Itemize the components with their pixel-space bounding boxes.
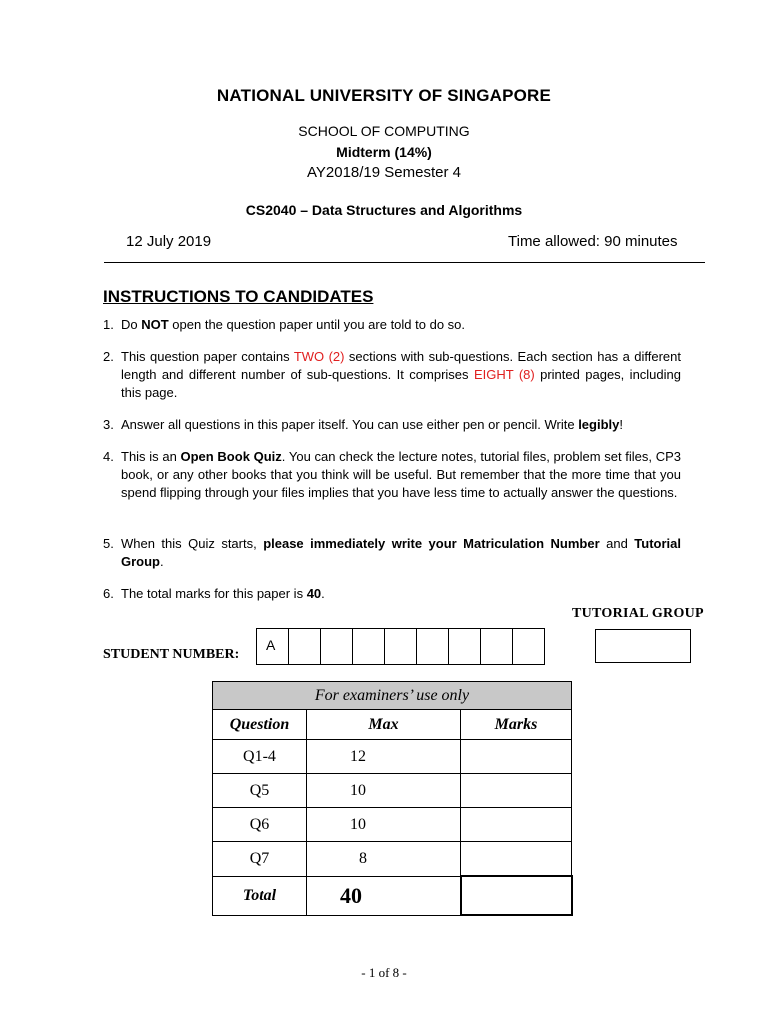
student-number-cell[interactable]: [352, 628, 385, 665]
item-number: 2.: [103, 349, 114, 364]
column-header-max: Max: [307, 710, 461, 740]
tutorial-group-field[interactable]: [595, 629, 691, 663]
table-row: [213, 808, 572, 842]
instruction-item-4: [103, 448, 681, 502]
student-number-cell[interactable]: [480, 628, 513, 665]
exam-title: Midterm (14%): [336, 144, 432, 160]
student-number-cell[interactable]: [320, 628, 353, 665]
text: Answer all questions in this paper itself. You can use either pen or pencil. Write: [121, 417, 579, 432]
student-number-cell: [256, 628, 289, 665]
item-number: 1.: [103, 317, 114, 332]
marks-cell[interactable]: [461, 740, 572, 774]
highlight-text: EIGHT (8): [473, 367, 535, 382]
instruction-item-5: [103, 535, 681, 571]
column-header-question: Question: [213, 710, 307, 740]
tutorial-group-label: TUTORIAL GROUP: [572, 606, 704, 621]
examiners-table: [212, 681, 573, 916]
max-cell: 10: [307, 774, 461, 808]
marks-cell[interactable]: [461, 842, 572, 877]
table-row: [213, 740, 572, 774]
student-number-cell[interactable]: [288, 628, 321, 665]
instruction-item-6: [103, 585, 681, 603]
question-cell: Q6: [213, 808, 307, 842]
instruction-item-3: [103, 416, 681, 434]
total-label: Total: [213, 876, 307, 915]
total-marks-cell[interactable]: [461, 876, 572, 915]
marks-cell[interactable]: [461, 808, 572, 842]
text: .: [321, 586, 325, 601]
university-name: NATIONAL UNIVERSITY OF SINGAPORE: [216, 86, 552, 105]
text: sections with sub-questions. Each section has a different length and different number of sub-questions. It comprises: [121, 349, 681, 382]
text: This question paper contains: [121, 349, 294, 364]
student-number-field: [257, 628, 545, 665]
student-number-cell[interactable]: [416, 628, 449, 665]
student-number-prefix: A: [266, 637, 276, 653]
emphasis: NOT: [141, 317, 169, 332]
student-number-label: STUDENT NUMBER:: [103, 647, 240, 662]
emphasis: please immediately write your Matriculation Number: [263, 536, 600, 551]
examiners-table-title: For examiners’ use only: [213, 682, 572, 710]
instruction-item-2: [103, 348, 681, 402]
text: This is an: [121, 449, 181, 464]
emphasis: Tutorial Group: [121, 536, 681, 569]
school-name: SCHOOL OF COMPUTING: [298, 123, 470, 139]
emphasis: legibly: [578, 417, 620, 432]
emphasis: Open Book Quiz: [180, 449, 282, 464]
text: When this Quiz starts,: [121, 536, 264, 551]
max-cell: 8: [307, 842, 461, 877]
marks-cell[interactable]: [461, 774, 572, 808]
item-number: 4.: [103, 449, 114, 464]
table-row: [213, 774, 572, 808]
question-cell: Q5: [213, 774, 307, 808]
text: Do: [121, 317, 142, 332]
emphasis: 40: [306, 586, 322, 601]
max-cell: 10: [307, 808, 461, 842]
text: !: [619, 417, 623, 432]
item-number: 3.: [103, 417, 114, 432]
max-cell: 12: [307, 740, 461, 774]
instructions-heading: INSTRUCTIONS TO CANDIDATES: [103, 287, 374, 306]
exam-date: 12 July 2019: [126, 233, 212, 250]
student-number-cell[interactable]: [512, 628, 545, 665]
table-row: [213, 842, 572, 877]
question-cell: Q1-4: [213, 740, 307, 774]
text: printed pages, including this page.: [121, 367, 681, 400]
total-max: 40: [307, 876, 461, 915]
semester: AY2018/19 Semester 4: [307, 164, 461, 181]
item-number: 6.: [103, 586, 114, 601]
question-cell: Q7: [213, 842, 307, 877]
text: and: [599, 536, 635, 551]
time-allowed: Time allowed: 90 minutes: [508, 233, 678, 250]
text: . You can check the lecture notes, tutorial files, problem set files, CP3 book, or any other books that you think will be useful. But remember that the more time that you spend flipping through your files implies that you have less time to actually answer the questions.: [121, 449, 681, 500]
student-number-cell[interactable]: [448, 628, 481, 665]
student-number-cell[interactable]: [384, 628, 417, 665]
text: .: [160, 554, 164, 569]
total-row: [213, 876, 572, 915]
text: The total marks for this paper is: [121, 586, 307, 601]
column-header-marks: Marks: [461, 710, 572, 740]
highlight-text: TWO (2): [293, 349, 345, 364]
instruction-item-1: [103, 316, 681, 334]
text: open the question paper until you are told to do so.: [168, 317, 466, 332]
page-number: - 1 of 8 -: [361, 965, 407, 980]
item-number: 5.: [103, 536, 114, 551]
header-divider: [104, 262, 705, 263]
course-title: CS2040 – Data Structures and Algorithms: [245, 202, 523, 218]
